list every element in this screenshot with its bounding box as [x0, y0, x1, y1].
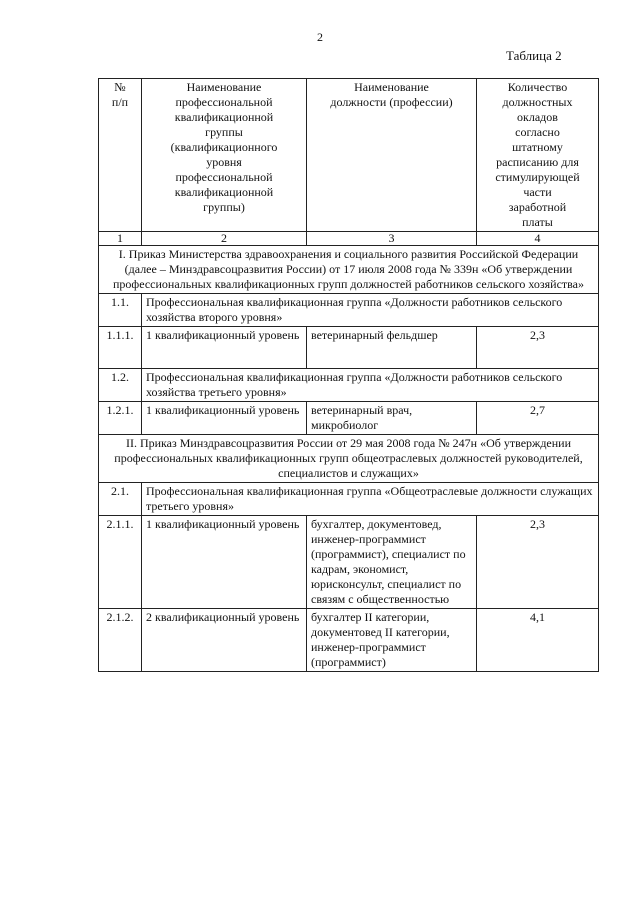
qualification-level: 1 квалификационный уровень: [142, 327, 307, 369]
section-title: II. Приказ Минздравсоцразвития России от 29 мая 2008 года № 247н «Об утверждении профессиональных квалификационных групп общеотраслевых должностей руководителей, специалистов и служащих»: [99, 435, 599, 483]
column-number: 3: [307, 232, 477, 246]
section-row: [99, 435, 599, 483]
table-row: [99, 402, 599, 435]
header-num: № п/п: [99, 79, 142, 232]
table-row: [99, 516, 599, 609]
position-name: бухгалтер, документовед, инженер-программист (программист), специалист по кадрам, экономист, юрисконсульт, специалист по связям с общественностью: [307, 516, 477, 609]
group-row: [99, 369, 599, 402]
page-number: 2: [317, 30, 323, 44]
group-row: [99, 294, 599, 327]
group-number: 2.1.: [99, 483, 142, 516]
row-number: 1.1.1.: [99, 327, 142, 369]
group-name: Профессиональная квалификационная группа «Должности работников сельского хозяйства третьего уровня»: [142, 369, 599, 402]
header-salary-count: Количество должностных окладов согласно штатному расписанию для стимулирующей части заработной платы: [477, 79, 599, 232]
column-number: 1: [99, 232, 142, 246]
header-position-name: Наименование должности (профессии): [307, 79, 477, 232]
qualification-level: 1 квалификационный уровень: [142, 516, 307, 609]
column-number: 2: [142, 232, 307, 246]
position-name: ветеринарный врач, микробиолог: [307, 402, 477, 435]
row-number: 2.1.2.: [99, 609, 142, 672]
section-row: [99, 246, 599, 294]
row-number: 1.2.1.: [99, 402, 142, 435]
table-row: [99, 609, 599, 672]
row-number: 2.1.1.: [99, 516, 142, 609]
column-number: 4: [477, 232, 599, 246]
group-number: 1.1.: [99, 294, 142, 327]
salary-count: 2,3: [477, 516, 599, 609]
header-row: [99, 79, 599, 232]
group-row: [99, 483, 599, 516]
position-name: ветеринарный фельдшер: [307, 327, 477, 369]
table-row: [99, 327, 599, 369]
group-name: Профессиональная квалификационная группа «Должности работников сельского хозяйства второго уровня»: [142, 294, 599, 327]
qualification-level: 2 квалификационный уровень: [142, 609, 307, 672]
column-numbers-row: [99, 232, 599, 246]
salary-count: 4,1: [477, 609, 599, 672]
group-number: 1.2.: [99, 369, 142, 402]
table-label: Таблица 2: [506, 48, 562, 63]
group-name: Профессиональная квалификационная группа «Общеотраслевые должности служащих третьего уровня»: [142, 483, 599, 516]
staff-table: [98, 78, 599, 672]
header-group-name: Наименование профессиональной квалификационной группы (квалификационного уровня профессиональной квалификационной группы): [142, 79, 307, 232]
salary-count: 2,3: [477, 327, 599, 369]
position-name: бухгалтер II категории, документовед II категории, инженер-программист (программист): [307, 609, 477, 672]
section-title: I. Приказ Министерства здравоохранения и социального развития Российской Федерации (далее – Минздравсоцразвития России) от 17 июля 2008 года № 339н «Об утверждении профессиональных квалификационных групп должностей работников сельского хозяйства»: [99, 246, 599, 294]
salary-count: 2,7: [477, 402, 599, 435]
qualification-level: 1 квалификационный уровень: [142, 402, 307, 435]
